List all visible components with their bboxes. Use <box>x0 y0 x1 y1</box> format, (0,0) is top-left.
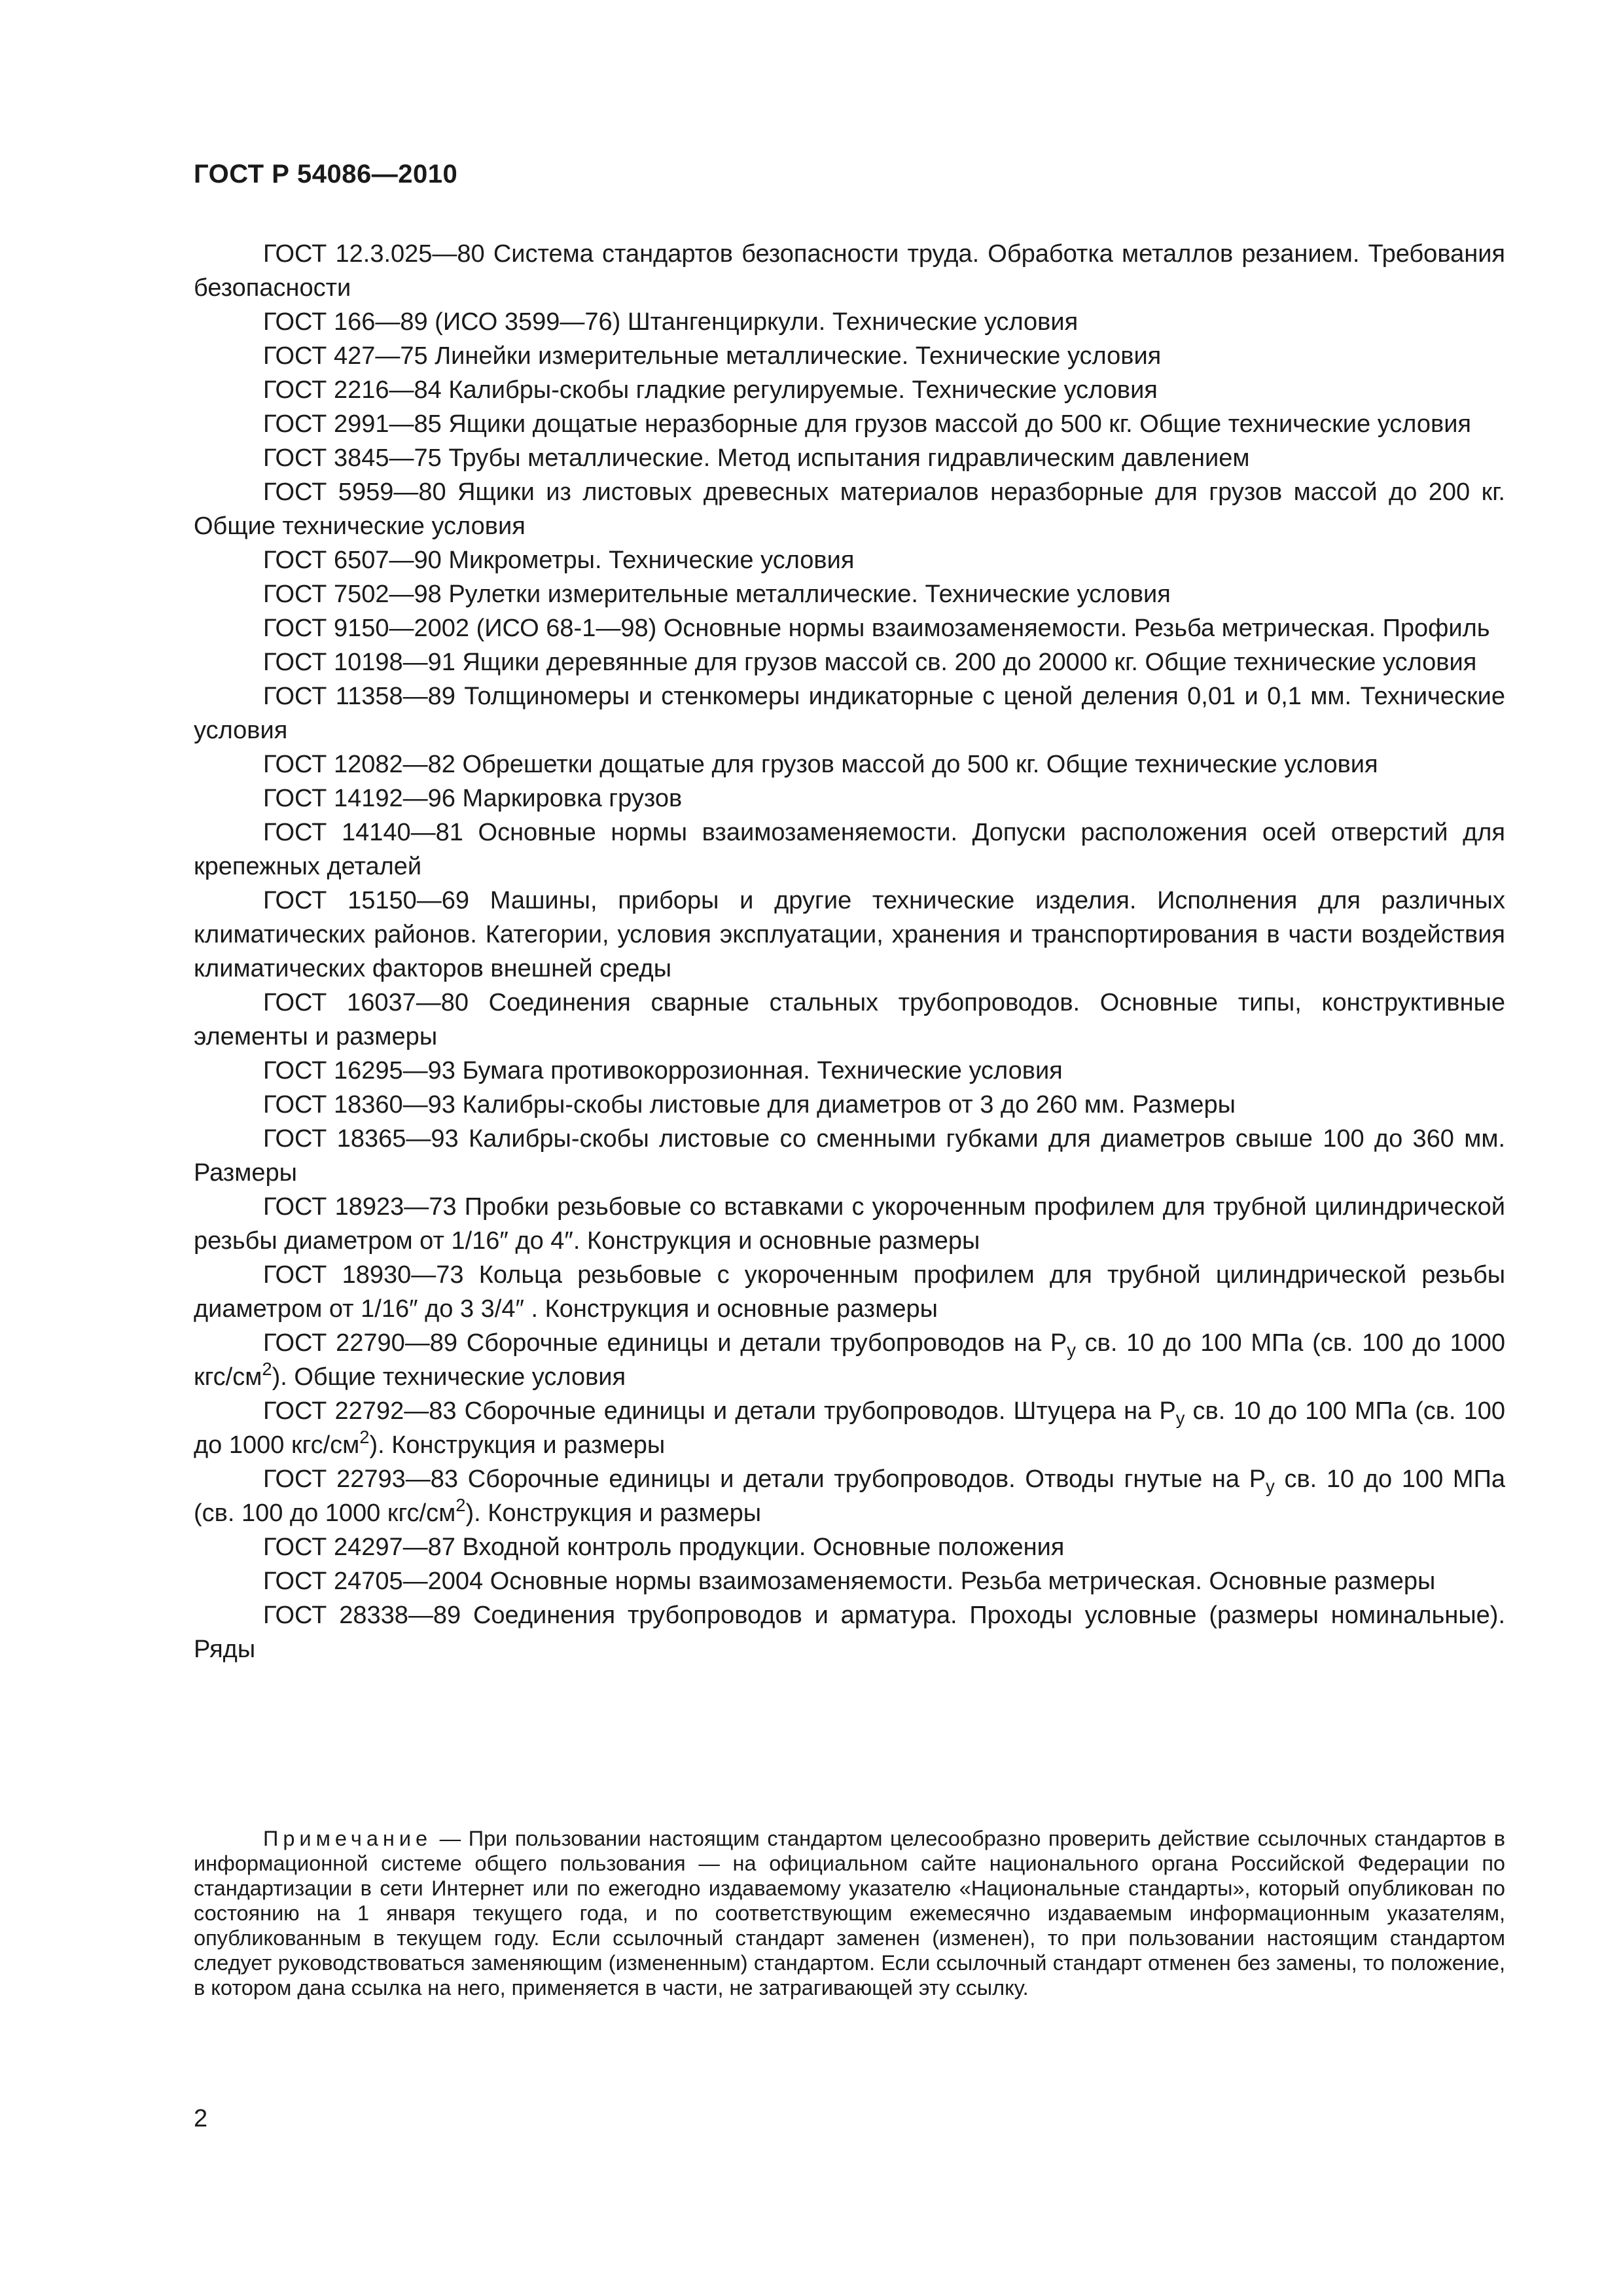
reference-item <box>194 1394 1505 1462</box>
normative-references-list <box>194 237 1505 1666</box>
note-text: — При пользовании настоящим стандартом целесообразно проверить действие ссылочных стандартов в информационной системе общего пользования — на официальном сайте национального органа Российской Федерации по стандартизации в сети Интернет или по ежегодно издаваемому указателю «Национальные стандарты», который опубликован по состоянию на 1 января текущего года, и по соответствующим ежемесячно издаваемым информационным указателям, опубликованным в текущем году. Если ссылочный стандарт заменен (изменен), то при пользовании настоящим стандартом следует руководствоваться заменяющим (измененным) стандартом. Если ссылочный стандарт отменен без замены, то положение, в котором дана ссылка на него, применяется в части, не затрагивающей эту ссылку. <box>194 1827 1506 2000</box>
reference-item <box>194 475 1505 543</box>
reference-title: Пробки резьбовые со вставками с укороченным профилем для трубной цилиндрической резьбы диаметром от 1/16″ до 4″. Конструкция и основные размеры <box>194 1193 1506 1255</box>
reference-item <box>194 339 1505 373</box>
reference-item <box>194 611 1505 645</box>
reference-code: ГОСТ 166—89 (ИСО 3599—76) <box>263 308 621 336</box>
reference-item <box>194 1088 1505 1122</box>
reference-title: Трубы металлические. Метод испытания гидравлическим давлением <box>448 444 1250 472</box>
reference-code: ГОСТ 28338—89 <box>263 1602 461 1629</box>
reference-title: Основные нормы взаимозаменяемости. Допуски расположения осей отверстий для крепежных деталей <box>194 819 1506 880</box>
reference-item <box>194 1598 1505 1666</box>
reference-code: ГОСТ 22790—89 <box>263 1329 458 1357</box>
subscript: y <box>1067 1340 1076 1361</box>
reference-code: ГОСТ 2991—85 <box>263 410 442 438</box>
reference-code: ГОСТ 427—75 <box>263 342 428 370</box>
reference-code: ГОСТ 12.3.025—80 <box>263 240 485 268</box>
reference-item <box>194 305 1505 339</box>
reference-code: ГОСТ 3845—75 <box>263 444 442 472</box>
reference-item <box>194 407 1505 441</box>
reference-title: Толщиномеры и стенкомеры индикаторные с ценой деления 0,01 и 0,1 мм. Технические условия <box>194 683 1505 744</box>
reference-code: ГОСТ 7502—98 <box>263 581 442 608</box>
reference-title: Ящики деревянные для грузов массой св. 200 до 20000 кг. Общие технические условия <box>462 649 1477 676</box>
reference-code: ГОСТ 15150—69 <box>263 887 470 914</box>
reference-title: Кольца резьбовые с укороченным профилем для трубной цилиндрической резьбы диаметром от 1/16″ до 3 3/4″ . Конструкция и основные размеры <box>194 1261 1506 1323</box>
superscript: 2 <box>262 1358 272 1379</box>
reference-code: ГОСТ 18360—93 <box>263 1091 455 1119</box>
reference-code: ГОСТ 12082—82 <box>263 751 455 778</box>
superscript: 2 <box>455 1494 466 1515</box>
reference-title: Бумага противокоррозионная. Технические условия <box>462 1057 1063 1085</box>
reference-item <box>194 986 1505 1054</box>
reference-item <box>194 679 1505 747</box>
reference-code: ГОСТ 11358—89 <box>263 683 455 710</box>
reference-title: Калибры-скобы гладкие регулируемые. Технические условия <box>448 376 1158 404</box>
reference-item <box>194 237 1505 305</box>
reference-code: ГОСТ 9150—2002 (ИСО 68-1—98) <box>263 615 657 642</box>
reference-item <box>194 1190 1505 1258</box>
reference-code: ГОСТ 22793—83 <box>263 1465 459 1493</box>
reference-item <box>194 1530 1505 1564</box>
reference-title: Калибры-скобы листовые со сменными губками для диаметров свыше 100 до 360 мм. Размеры <box>194 1125 1506 1187</box>
reference-code: ГОСТ 24705—2004 <box>263 1568 484 1595</box>
reference-item <box>194 884 1505 986</box>
reference-item <box>194 747 1505 781</box>
reference-title: Ящики дощатые неразборные для грузов массой до 500 кг. Общие технические условия <box>448 410 1472 438</box>
reference-title: Система стандартов безопасности труда. Обработка металлов резанием. Требования безопасности <box>194 240 1505 302</box>
reference-title: Сборочные единицы и детали трубопроводов на $P_y$ св. 10 до 100 МПа (св. 100 до 1000 кгс/$см^2$). Общие технические условия <box>194 1329 1505 1391</box>
reference-code: ГОСТ 16037—80 <box>263 989 469 1016</box>
reference-item <box>194 1054 1505 1088</box>
reference-title: Основные нормы взаимозаменяемости. Резьба метрическая. Основные размеры <box>490 1568 1436 1595</box>
reference-title: Обрешетки дощатые для грузов массой до 500 кг. Общие технические условия <box>462 751 1378 778</box>
reference-title: Линейки измерительные металлические. Технические условия <box>435 342 1162 370</box>
subscript: y <box>1266 1476 1275 1497</box>
note-paragraph <box>194 1826 1505 2000</box>
reference-item <box>194 1564 1505 1598</box>
reference-title: Входной контроль продукции. Основные положения <box>462 1534 1065 1561</box>
reference-item <box>194 781 1505 816</box>
reference-code: ГОСТ 6507—90 <box>263 547 442 574</box>
note-label: Примечание <box>263 1827 433 1850</box>
reference-title: Рулетки измерительные металлические. Технические условия <box>448 581 1171 608</box>
reference-code: ГОСТ 18365—93 <box>263 1125 459 1153</box>
reference-code: ГОСТ 24297—87 <box>263 1534 455 1561</box>
reference-code: ГОСТ 14140—81 <box>263 819 463 846</box>
reference-code: ГОСТ 10198—91 <box>263 649 455 676</box>
reference-title: Маркировка грузов <box>462 785 683 812</box>
superscript: 2 <box>359 1426 370 1447</box>
reference-title: Сборочные единицы и детали трубопроводов. Отводы гнутые на $P_y$ св. 10 до 100 МПа (св. 100 до 1000 кгс/$см^2$). Конструкция и размеры <box>194 1465 1506 1527</box>
reference-title: Соединения сварные стальных трубопроводов. Основные типы, конструктивные элементы и размеры <box>194 989 1506 1050</box>
reference-item <box>194 577 1505 611</box>
reference-code: ГОСТ 22792—83 <box>263 1397 457 1425</box>
reference-title: Сборочные единицы и детали трубопроводов. Штуцера на $P_y$ св. 10 до 100 МПа (св. 100 до 1000 кгс/$см^2$). Конструкция и размеры <box>194 1397 1506 1459</box>
reference-code: ГОСТ 18930—73 <box>263 1261 464 1289</box>
reference-item <box>194 373 1505 407</box>
reference-title: Штангенциркули. Технические условия <box>627 308 1079 336</box>
reference-code: ГОСТ 5959—80 <box>263 478 446 506</box>
subscript: y <box>1175 1408 1185 1429</box>
document-header: ГОСТ Р 54086—2010 <box>194 160 458 188</box>
reference-item <box>194 1462 1505 1530</box>
reference-title: Машины, приборы и другие технические изделия. Исполнения для различных климатических районов. Категории, условия эксплуатации, хранения и транспортирования в части воздействия климатических факторов внешней среды <box>194 887 1505 982</box>
reference-code: ГОСТ 2216—84 <box>263 376 442 404</box>
reference-item <box>194 1122 1505 1190</box>
reference-item <box>194 543 1505 577</box>
reference-title: Соединения трубопроводов и арматура. Проходы условные (размеры номинальные). Ряды <box>194 1602 1505 1663</box>
reference-item <box>194 441 1505 475</box>
reference-title: Основные нормы взаимозаменяемости. Резьба метрическая. Профиль <box>663 615 1490 642</box>
reference-item <box>194 816 1505 884</box>
reference-item <box>194 1326 1505 1394</box>
reference-code: ГОСТ 18923—73 <box>263 1193 457 1221</box>
reference-title: Калибры-скобы листовые для диаметров от 3 до 260 мм. Размеры <box>462 1091 1236 1119</box>
reference-item <box>194 1258 1505 1326</box>
page-number: 2 <box>194 2105 208 2132</box>
reference-title: Микрометры. Технические условия <box>448 547 855 574</box>
reference-item <box>194 645 1505 679</box>
reference-code: ГОСТ 16295—93 <box>263 1057 455 1085</box>
reference-code: ГОСТ 14192—96 <box>263 785 455 812</box>
reference-title: Ящики из листовых древесных материалов неразборные для грузов массой до 200 кг. Общие технические условия <box>194 478 1505 540</box>
